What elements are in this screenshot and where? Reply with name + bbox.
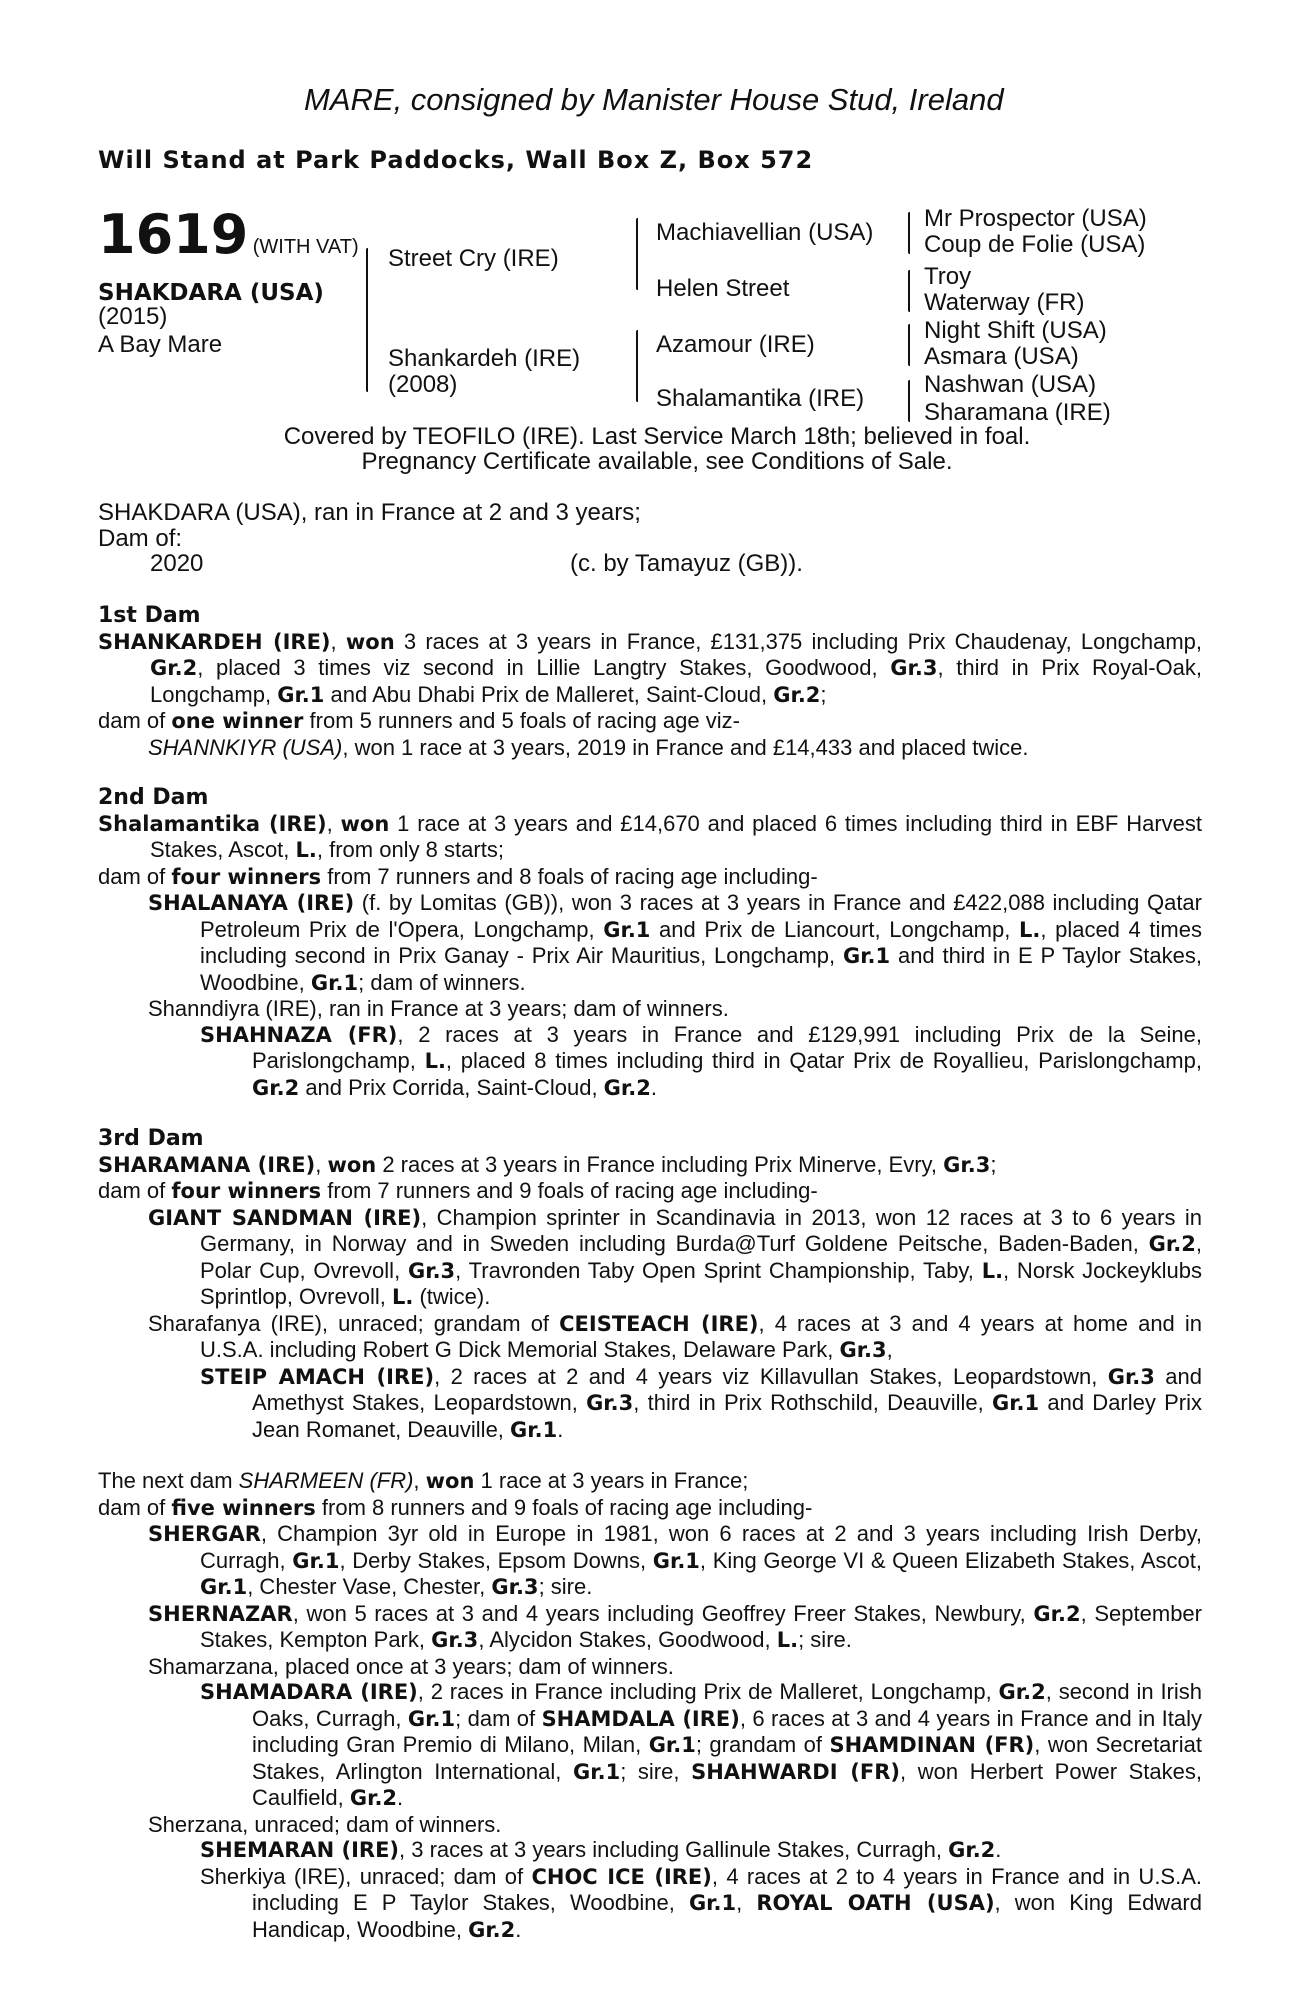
third-dam-record: SHARAMANA (IRE), won 2 races at 3 years in France including Prix Minerve, Evry, Gr.3; <box>98 1151 997 1177</box>
pedigree-dam-dam: Shalamantika (IRE) <box>656 385 865 412</box>
first-dam-record: SHANKARDEH (IRE), won 3 races at 3 years in France, £131,375 including Prix Chaudenay, Longchamp, Gr.2, placed 3 times viz second in Lillie Langtry Stakes, Goodwood, Gr.3, third in Prix Royal-Oak, Longchamp, Gr.1 and Abu Dhabi Prix de Malleret, Saint-Cloud, Gr.2; <box>98 628 1202 707</box>
pedigree-dam-year: (2008) <box>388 371 458 398</box>
pedigree-brace <box>908 400 910 422</box>
pedigree-brace <box>908 212 910 234</box>
pedigree-brace <box>908 380 910 402</box>
section-heading-3rd-dam: 3rd Dam <box>98 1126 204 1151</box>
horse-name: SHAKDARA (USA) <box>98 280 324 306</box>
next-dam-winner-shergar: SHERGAR, Champion 3yr old in Europe in 1981, won 6 races at 2 and 3 years including Irish Derby, Curragh, Gr.1, Derby Stakes, Epsom Downs, Gr.1, King George VI & Queen Elizabeth Stakes, Ascot, Gr.1, Chester Vase, Chester, Gr.3; sire. <box>148 1521 1202 1599</box>
pedigree-brace <box>908 344 910 366</box>
pedigree-brace <box>636 246 638 290</box>
produce-year: 2020 <box>150 550 204 577</box>
third-dam-grandproduce: STEIP AMACH (IRE), 2 races at 2 and 4 years viz Killavullan Stakes, Leopardstown, Gr.3 and Amethyst Stakes, Leopardstown, Gr.3, third in Prix Rothschild, Deauville, Gr.1 and Darley Prix Jean Romanet, Deauville, Gr.1. <box>200 1363 1202 1442</box>
dam-sections <box>98 603 1202 1943</box>
vat-note: (WITH VAT) <box>252 236 359 258</box>
section-heading-1st-dam: 1st Dam <box>98 603 201 628</box>
next-dam-record: The next dam SHARMEEN (FR), won 1 race at 3 years in France; <box>98 1468 749 1493</box>
pedigree-brace <box>908 232 910 254</box>
pedigree-ddd: Sharamana (IRE) <box>924 399 1111 426</box>
covered-note: Covered by TEOFILO (IRE). Last Service March 18th; believed in foal. <box>283 423 1031 450</box>
dam-of-label: Dam of: <box>98 525 183 552</box>
lot-heading <box>98 203 359 266</box>
third-dam-daughter: Sharafanya (IRE), unraced; grandam of CEISTEACH (IRE), 4 races at 3 and 4 years at home and in U.S.A. including Robert G Dick Memorial Stakes, Delaware Park, Gr.3, <box>148 1310 1202 1362</box>
first-dam-produce: dam of one winner from 5 runners and 5 foals of racing age viz- <box>98 708 740 733</box>
pedigree-sdd: Waterway (FR) <box>924 289 1085 316</box>
next-dam-daughter-sherzana: Sherzana, unraced; dam of winners. <box>148 1811 502 1837</box>
next-dam-grandproduce-sherkiya: Sherkiya (IRE), unraced; dam of CHOC ICE (IRE), 4 races at 2 to 4 years in France and in U.S.A. including E P Taylor Stakes, Woodbine, Gr.1, ROYAL OATH (USA), won King Edward Handicap, Woodbine, Gr.2. <box>200 1863 1203 1942</box>
next-dam-produce: dam of five winners from 8 runners and 9 foals of racing age including- <box>98 1494 813 1520</box>
pedigree-ssd: Coup de Folie (USA) <box>924 231 1146 258</box>
pedigree-dsd: Asmara (USA) <box>924 343 1079 370</box>
next-dam-winner-shernazar: SHERNAZAR, won 5 races at 3 and 4 years including Geoffrey Freer Stakes, Newbury, Gr.2, September Stakes, Kempton Park, Gr.3, Alycidon Stakes, Goodwood, L.; sire. <box>148 1600 1202 1652</box>
stand-location: Will Stand at Park Paddocks, Wall Box Z, Box 572 <box>98 146 814 174</box>
next-dam-daughter-shamarzana: Shamarzana, placed once at 3 years; dam of winners. <box>148 1653 674 1679</box>
horse-description: A Bay Mare <box>98 331 223 358</box>
pedigree-dss: Night Shift (USA) <box>924 317 1107 344</box>
second-dam-grandproduce: SHAHNAZA (FR), 2 races at 3 years in France and £129,991 including Prix de la Seine, Parislongchamp, L., placed 8 times including third in Qatar Prix de Royallieu, Parislongchamp, Gr.2 and Prix Corrida, Saint-Cloud, Gr.2. <box>200 1021 1203 1100</box>
horse-year: (2015) <box>98 303 168 330</box>
pedigree-brace <box>636 218 638 248</box>
pedigree-sire-dam: Helen Street <box>656 275 790 302</box>
pedigree-brace <box>366 334 368 392</box>
first-dam-winner: SHANNKIYR (USA), won 1 race at 3 years, 2019 in France and £14,433 and placed twice. <box>148 734 1029 760</box>
pedigree-dam: Shankardeh (IRE) <box>388 345 581 372</box>
third-dam-produce: dam of four winners from 7 runners and 9 foals of racing age including- <box>98 1178 818 1203</box>
race-record: SHAKDARA (USA), ran in France at 2 and 3 years; <box>98 499 641 526</box>
pedigree-brace <box>908 324 910 346</box>
section-heading-2nd-dam: 2nd Dam <box>98 785 209 810</box>
pedigree-sds: Troy <box>924 263 972 290</box>
pedigree-dds: Nashwan (USA) <box>924 371 1097 398</box>
pedigree-sss: Mr Prospector (USA) <box>924 205 1147 232</box>
consignor-line: MARE, consigned by Manister House Stud, Ireland <box>304 82 1004 117</box>
pedigree-brace <box>636 330 638 366</box>
third-dam-winner: GIANT SANDMAN (IRE), Champion sprinter in Scandinavia in 2013, won 12 races at 3 to 6 years in Germany, in Norway and in Sweden including Burda@Turf Goldene Peitsche, Baden-Baden, Gr.2, Polar Cup, Ovrevoll, Gr.3, Travronden Taby Open Sprint Championship, Taby, L., Norsk Jockeyklubs Sprintlop, Ovrevoll, L. (twice). <box>148 1204 1202 1309</box>
pedigree-sire: Street Cry (IRE) <box>388 245 559 272</box>
pedigree-sire-sire: Machiavellian (USA) <box>656 219 874 246</box>
next-dam-grandproduce-shemaran: SHEMARAN (IRE), 3 races at 3 years including Gallinule Stakes, Curragh, Gr.2. <box>200 1837 1002 1862</box>
pedigree-dam-sire: Azamour (IRE) <box>656 331 815 358</box>
pedigree-brace <box>908 290 910 312</box>
second-dam-winner: SHALANAYA (IRE) (f. by Lomitas (GB)), won 3 races at 3 years in France and £422,088 including Qatar Petroleum Prix de l'Opera, Longchamp, Gr.1 and Prix de Liancourt, Longchamp, L., placed 4 times including second in Prix Ganay - Prix Air Mauritius, Longchamp, Gr.1 and third in E P Taylor Stakes, Woodbine, Gr.1; dam of winners. <box>148 890 1202 995</box>
pedigree-brace <box>908 270 910 292</box>
pedigree-brace <box>636 364 638 402</box>
lot-number: 1619 <box>98 203 249 266</box>
second-dam-record: Shalamantika (IRE), won 1 race at 3 years and £14,670 and placed 6 times including third in EBF Harvest Stakes, Ascot, L., from only 8 starts; <box>98 810 1202 862</box>
next-dam-grandproduce-shamadara: SHAMADARA (IRE), 2 races in France including Prix de Malleret, Longchamp, Gr.2, second in Irish Oaks, Curragh, Gr.1; dam of SHAMDALA (IRE), 6 races at 3 and 4 years in France and in Italy including Gran Premio di Milano, Milan, Gr.1; grandam of SHAMDINAN (FR), won Secretariat Stakes, Arlington International, Gr.1; sire, SHAHWARDI (FR), won Herbert Power Stakes, Caulfield, Gr.2. <box>200 1679 1203 1810</box>
produce-description: (c. by Tamayuz (GB)). <box>570 550 803 577</box>
pregnancy-note: Pregnancy Certificate available, see Conditions of Sale. <box>361 448 953 475</box>
second-dam-daughter: Shanndiyra (IRE), ran in France at 3 years; dam of winners. <box>148 996 729 1021</box>
second-dam-produce: dam of four winners from 7 runners and 8 foals of racing age including- <box>98 863 818 889</box>
pedigree-brace <box>366 248 368 336</box>
